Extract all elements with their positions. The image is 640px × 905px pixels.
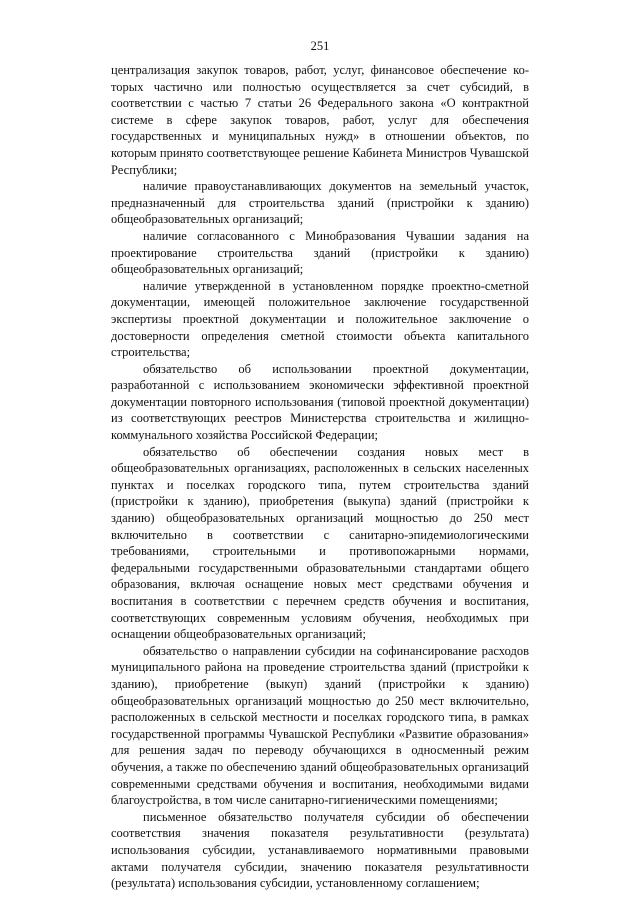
paragraph-design-assignment: наличие согласованного с Минобразования Чувашии задания на проектирование строительства зданий (пристройки к зданию) общеобразовательных организаций; xyxy=(111,228,529,277)
paragraph-design-estimate-documentation: наличие утвержденной в установленном порядке проектно-сметной документации, имеющей положительное заключение государственной экспертизы проектной документации и положительное заключение о достоверности определения сметной стоимости объекта капитального строительства; xyxy=(111,278,529,360)
document-body xyxy=(111,62,529,892)
paragraph-new-places-obligation: обязательство об обеспечении создания новых мест в общеобразовательных организациях, расположенных в сельских населенных пунктах и поселках городского типа, путем строительства зданий (пристройки к зданию), приобретения (выкупа) зданий (пристройки к зданию) общеобразовательных организаций мощностью до 250 мест включительно в соответствии с санитарно-эпидемиологическими требованиями, строительными и противопожарными нормами, федеральными государственными образовательными стандартами общего образования, включая оснащение новых мест средствами обучения и воспитания в соответствии с перечнем средств обучения и воспитания, соответствующих современным условиям обучения, необходимых при оснащении общеобразовательных организаций; xyxy=(111,444,529,642)
paragraph-reuse-design-obligation: обязательство об использовании проектной документации, разработанной с использованием экономически эффективной проектной документации повторного использования (типовой проектной документации) из соответствующих реестров Министерства строительства и жилищно-коммунального хозяйства Российской Федерации; xyxy=(111,361,529,443)
paragraph-subsidy-direction-obligation: обязательство о направлении субсидии на софинансирование расходов муниципального района на проведение строительства зданий (пристройки к зданию), приобретение (выкуп) зданий (пристройки к зданию) общеобразовательных организаций мощностью до 250 мест включительно, расположенных в сельской местности и поселках городского типа, в рамках государственной программы Чувашской Республики «Развитие образования» для решения задач по переводу обучающихся в односменный режим обучения, а также по обеспечению зданий общеобразовательных организаций современными средствами обучения и воспитания, необходимыми видами благоустройства, в том числе санитарно-гигиеническими помещениями; xyxy=(111,643,529,808)
paragraph-procurement-centralization: централизация закупок товаров, работ, услуг, финансовое обеспечение которых частично или полностью осуществляется за счет субсидий, в соответствии с частью 7 статьи 26 Федерального закона «О контрактной системе в сфере закупок товаров, работ, услуг для обеспечения государственных и муниципальных нужд» в отношении объектов, по которым принято соответствующее решение Кабинета Министров Чувашской Республики; xyxy=(111,63,529,177)
paragraph-land-title-documents: наличие правоустанавливающих документов на земельный участок, предназначенный для строительства зданий (пристройки к зданию) общеобразовательных организаций; xyxy=(111,179,529,227)
page-number: 251 xyxy=(310,39,330,53)
paragraph-performance-indicator-obligation: письменное обязательство получателя субсидии об обеспечении соответствия значения показателя результативности (результата) использования субсидии, устанавливаемого нормативными правовыми актами получателя субсидии, значению показателя результативности (результата) использования субсидии, установленному соглашением; xyxy=(111,809,529,891)
